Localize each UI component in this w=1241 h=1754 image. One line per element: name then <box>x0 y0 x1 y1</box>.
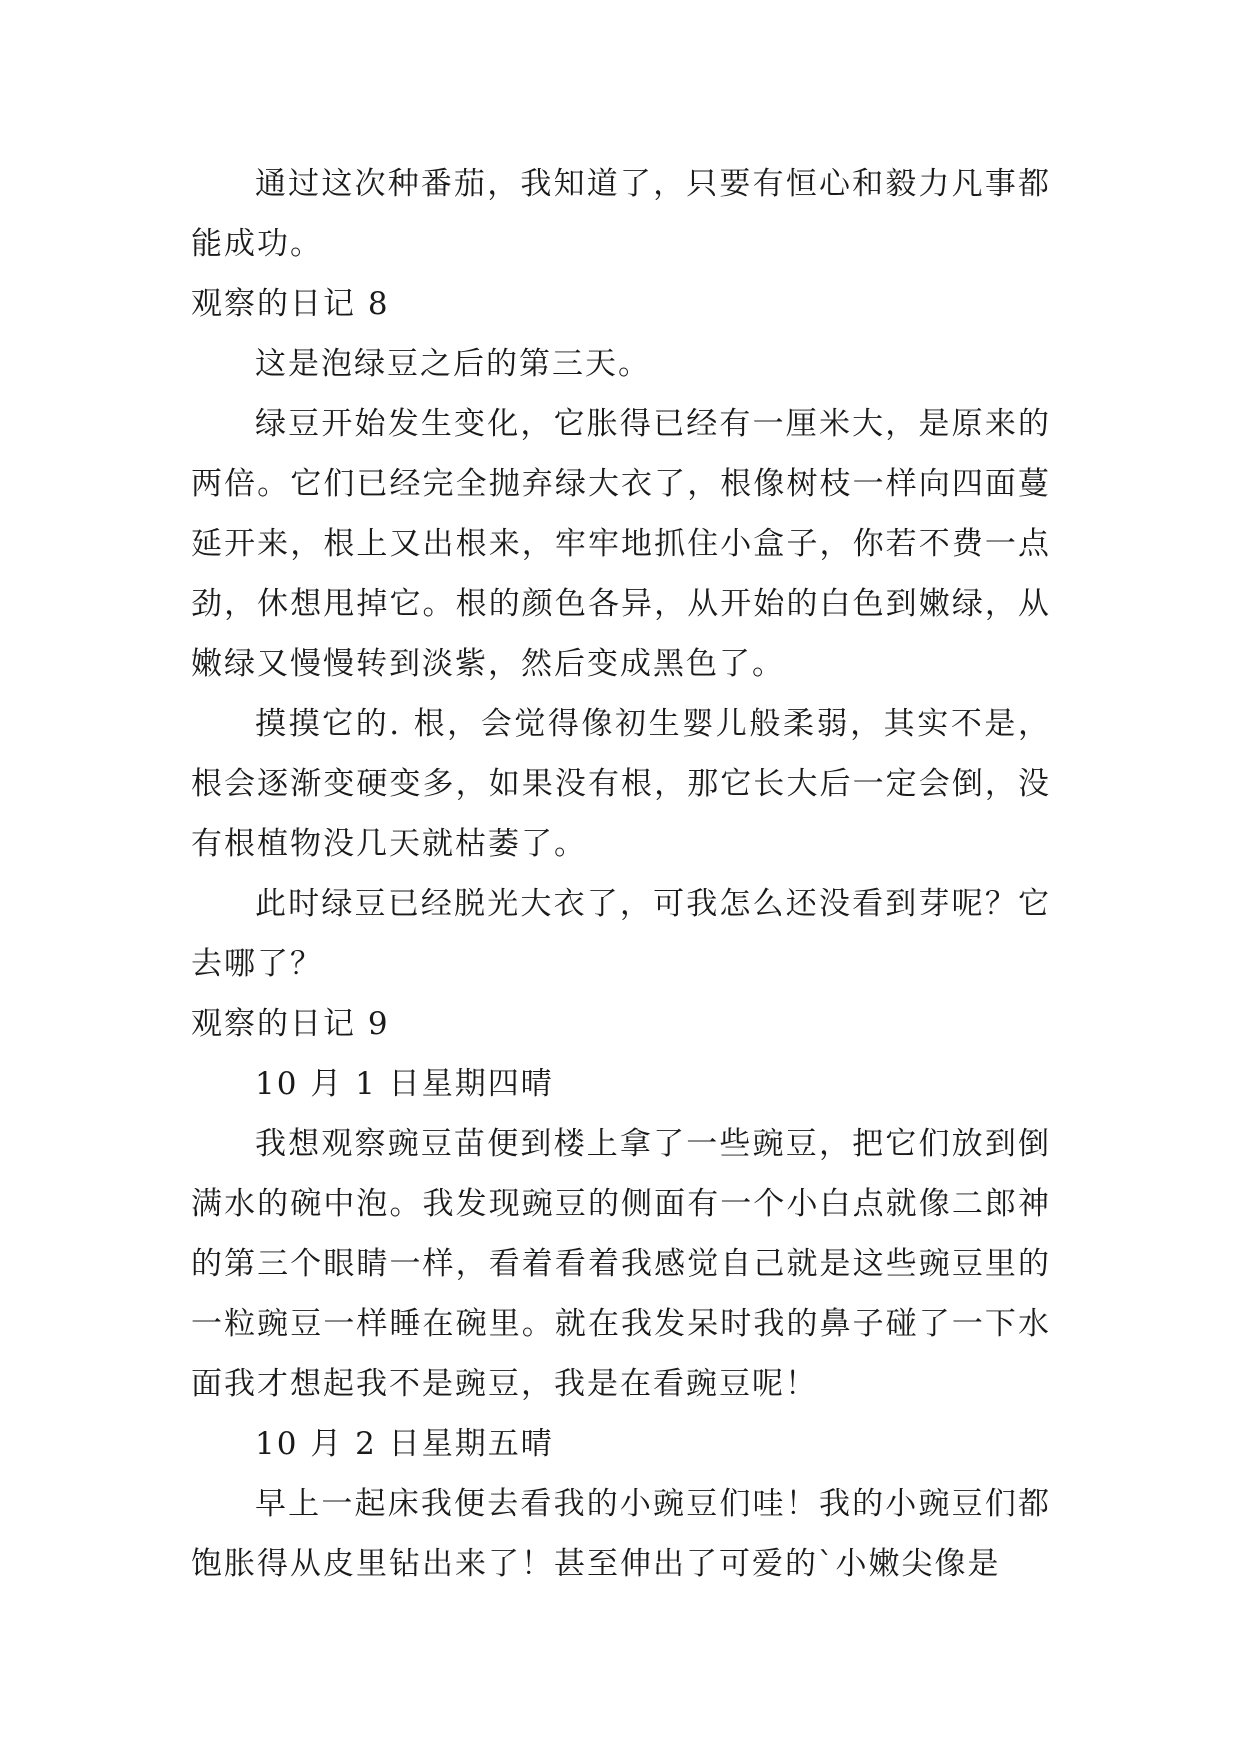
paragraph: 早上一起床我便去看我的小豌豆们哇！我的小豌豆们都饱胀得从皮里钻出来了！甚至伸出了可爱的`小嫩尖像是 <box>191 1486 1051 1582</box>
paragraph: 绿豆开始发生变化，它胀得已经有一厘米大，是原来的两倍。它们已经完全抛弃绿大衣了，根像树枝一样向四面蔓延开来，根上又出根来，牢牢地抓住小盒子，你若不费一点劲，休想甩掉它。根的颜色各异，从开始的白色到嫩绿，从嫩绿又慢慢转到淡紫，然后变成黑色了。 <box>191 406 1051 682</box>
paragraph: 此时绿豆已经脱光大衣了，可我怎么还没看到芽呢？它去哪了？ <box>191 886 1051 982</box>
paragraph: 这是泡绿豆之后的第三天。 <box>255 346 651 382</box>
paragraph: 摸摸它的. 根，会觉得像初生婴儿般柔弱，其实不是，根会逐渐变硬变多，如果没有根，那它长大后一定会倒，没有根植物没几天就枯萎了。 <box>191 706 1051 862</box>
paragraph: 我想观察豌豆苗便到楼上拿了一些豌豆，把它们放到倒满水的碗中泡。我发现豌豆的侧面有一个小白点就像二郎神的第三个眼睛一样，看着看着我感觉自己就是这些豌豆里的一粒豌豆一样睡在碗里。就在我发呆时我的鼻子碰了一下水面我才想起我不是豌豆，我是在看豌豆呢！ <box>191 1126 1051 1402</box>
date-line: 10 月 1 日星期四晴 <box>255 1066 554 1102</box>
section-heading: 观察的日记 8 <box>191 286 390 322</box>
date-line: 10 月 2 日星期五晴 <box>255 1426 554 1462</box>
section-heading: 观察的日记 9 <box>191 1006 390 1042</box>
paragraph: 通过这次种番茄，我知道了，只要有恒心和毅力凡事都能成功。 <box>191 166 1051 262</box>
document-body <box>191 154 1051 1594</box>
